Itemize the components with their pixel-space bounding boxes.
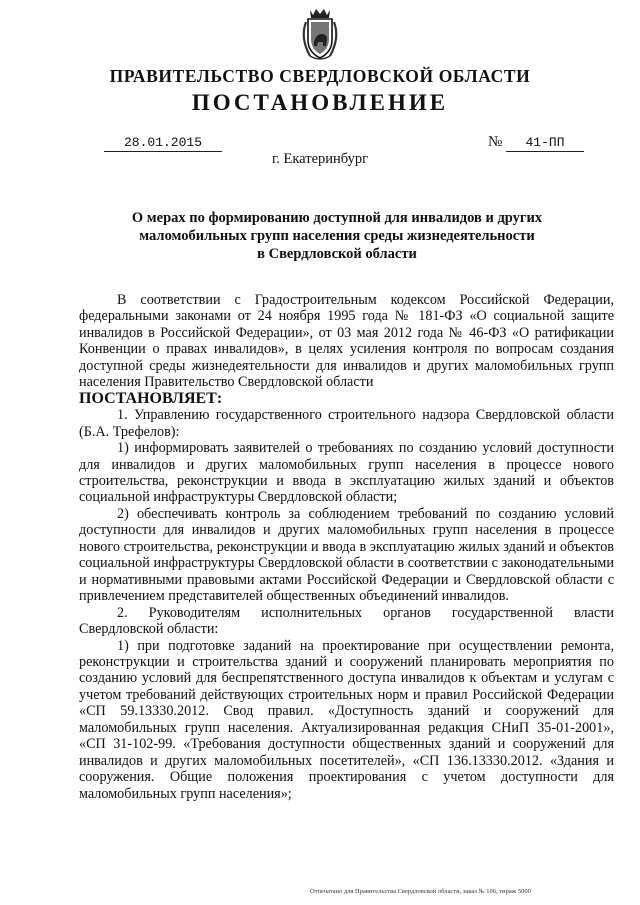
city-name: г. Екатеринбург — [271, 151, 369, 167]
title-line-2: маломобильных групп населения среды жизнедеятельности — [139, 228, 535, 244]
clause-1: 1. Управлению государственного строительного надзора Свердловской области (Б.А. Трефелов): — [79, 407, 614, 440]
resolves-heading: ПОСТАНОВЛЯЕТ: — [79, 389, 223, 407]
clause-2-item-1: 1) при подготовке заданий на проектирование при осуществлении ремонта, реконструкции и строительства зданий и сооружений планировать мероприятия по созданию условий для беспрепятственного доступа инвалидов к объектам и услугам с учетом требований действующих строительных норм и правил Российской Федерации «СП 59.13330.2012. Свод правил. «Доступность зданий и сооружений для маломобильных групп населения. Актуализированная редакция СНиП 35-01-2001», «СП 31-102-99. «Требования доступности общественных зданий и сооружений для инвалидов и других маломобильных посетителей», «СП 136.13330.2012. «Здания и сооружения. Общие положения проектирования с учетом доступности для маломобильных групп населения»; — [79, 637, 614, 802]
document-title — [105, 209, 569, 263]
document-number: 41-ПП — [506, 135, 584, 152]
print-footer: Отпечатано для Правительства Свердловской области, заказ № 106, тираж 5000 — [310, 888, 531, 895]
clause-2: 2. Руководителям исполнительных органов государственной власти Свердловской области: — [79, 604, 614, 638]
clause-1-item-1: 1) информировать заявителей о требованиях по созданию условий доступности для инвалидов и других маломобильных групп населения в процессе нового строительства, реконструкции и ввода в эксплуатацию жилых зданий и объектов социальной инфраструктуры Свердловской области; — [79, 440, 614, 506]
number-label: № — [488, 134, 503, 150]
government-name: ПРАВИТЕЛЬСТВО СВЕРДЛОВСКОЙ ОБЛАСТИ — [109, 66, 531, 86]
document-type: ПОСТАНОВЛЕНИЕ — [191, 90, 449, 115]
title-line-3: в Свердловской области — [257, 246, 417, 262]
title-line-1: О мерах по формированию доступной для инвалидов и других — [131, 210, 543, 226]
document-date: 28.01.2015 — [104, 135, 222, 152]
coat-of-arms-icon — [296, 6, 344, 62]
document-body — [79, 292, 614, 802]
preamble-paragraph: В соответствии с Градостроительным кодексом Российской Федерации, федеральными законами от 24 ноября 1995 года № 181-ФЗ «О социальной защите инвалидов в Российской Федерации», от 03 мая 2012 года № 46-ФЗ «О ратификации Конвенции о правах инвалидов», в целях усиления контроля по вопросам создания доступной среды жизнедеятельности для инвалидов и других маломобильных групп населения Правительство Свердловской области — [79, 292, 614, 391]
clause-1-item-2: 2) обеспечивать контроль за соблюдением требований по созданию условий доступности для инвалидов и других маломобильных групп населения в процессе нового строительства, реконструкции и ввода в эксплуатацию жилых зданий и объектов социальной инфраструктуры Свердловской области в соответствии с законодательными и нормативными правовыми актами Российской Федерации и Свердловской области с привлечением представителей общественных объединений инвалидов. — [79, 505, 614, 605]
